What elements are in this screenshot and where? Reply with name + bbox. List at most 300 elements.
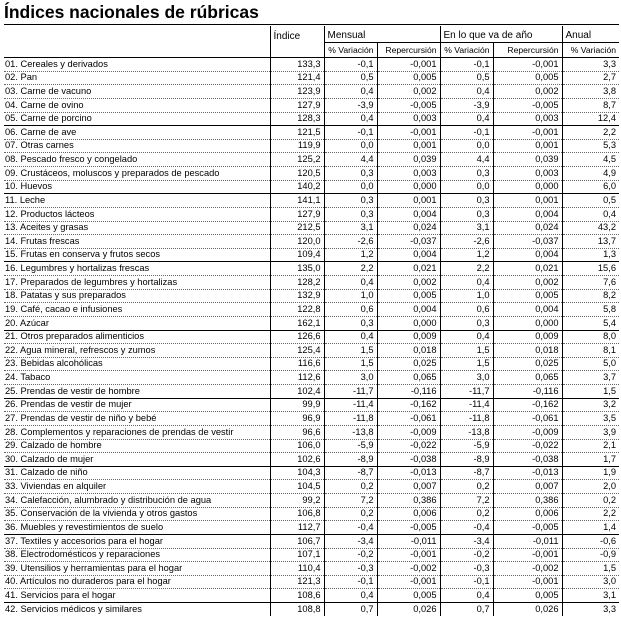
cell-mensual-repercusion: -0,001	[377, 58, 440, 72]
cell-ano-variacion: 0,4	[440, 112, 493, 126]
cell-mensual-repercusion: 0,002	[377, 85, 440, 99]
cell-ano-repercusion: 0,021	[493, 262, 562, 276]
header-anual-variacion: % Variación	[562, 43, 619, 58]
cell-anual-variacion: 1,4	[562, 521, 619, 535]
cell-rubrica: 16. Legumbres y hortalizas frescas	[4, 262, 270, 276]
cell-indice: 141,1	[270, 194, 324, 208]
header-mensual-variacion: % Variación	[324, 43, 377, 58]
cell-mensual-repercusion: 0,039	[377, 153, 440, 167]
cell-indice: 106,8	[270, 507, 324, 521]
cell-ano-variacion: -0,1	[440, 575, 493, 589]
cell-ano-variacion: 1,5	[440, 357, 493, 371]
cell-mensual-variacion: -3,4	[324, 534, 377, 548]
cell-rubrica: 35. Conservación de la vivienda y otros gastos	[4, 507, 270, 521]
cell-indice: 102,4	[270, 385, 324, 399]
table-row	[4, 562, 619, 576]
cell-mensual-repercusion: 0,001	[377, 194, 440, 208]
table-row	[4, 180, 619, 194]
cell-mensual-variacion: -0,2	[324, 548, 377, 562]
cell-anual-variacion: 1,5	[562, 562, 619, 576]
cell-mensual-repercusion: -0,001	[377, 548, 440, 562]
cell-indice: 122,8	[270, 303, 324, 317]
cell-rubrica: 26. Prendas de vestir de mujer	[4, 398, 270, 412]
indices-table	[4, 26, 619, 616]
cell-ano-repercusion: 0,000	[493, 180, 562, 194]
cell-anual-variacion: 1,3	[562, 248, 619, 262]
cell-mensual-variacion: 0,0	[324, 180, 377, 194]
table-row	[4, 548, 619, 562]
cell-anual-variacion: 5,0	[562, 357, 619, 371]
cell-indice: 128,2	[270, 276, 324, 290]
title-rule	[4, 24, 619, 25]
cell-ano-variacion: -3,4	[440, 534, 493, 548]
cell-mensual-variacion: 0,4	[324, 112, 377, 126]
table-row	[4, 466, 619, 480]
cell-mensual-variacion: 0,3	[324, 167, 377, 181]
cell-rubrica: 23. Bebidas alcohólicas	[4, 357, 270, 371]
cell-mensual-repercusion: 0,009	[377, 330, 440, 344]
cell-anual-variacion: 8,7	[562, 98, 619, 112]
cell-ano-repercusion: -0,116	[493, 385, 562, 399]
cell-mensual-repercusion: -0,022	[377, 439, 440, 453]
cell-indice: 120,0	[270, 235, 324, 249]
cell-anual-variacion: 0,2	[562, 494, 619, 508]
cell-indice: 121,5	[270, 126, 324, 140]
cell-indice: 128,3	[270, 112, 324, 126]
cell-anual-variacion: 0,5	[562, 194, 619, 208]
cell-anual-variacion: 2,0	[562, 480, 619, 494]
cell-ano-variacion: -11,4	[440, 398, 493, 412]
cell-ano-variacion: 0,3	[440, 316, 493, 330]
cell-ano-variacion: 0,2	[440, 507, 493, 521]
cell-anual-variacion: 5,8	[562, 303, 619, 317]
cell-rubrica: 33. Viviendas en alquiler	[4, 480, 270, 494]
cell-mensual-variacion: 0,4	[324, 330, 377, 344]
table-row	[4, 589, 619, 603]
cell-indice: 108,8	[270, 603, 324, 616]
cell-rubrica: 19. Café, cacao e infusiones	[4, 303, 270, 317]
header-indice-sub	[270, 43, 324, 58]
cell-anual-variacion: -0,9	[562, 548, 619, 562]
cell-rubrica: 03. Carne de vacuno	[4, 85, 270, 99]
cell-ano-variacion: -11,8	[440, 412, 493, 426]
cell-anual-variacion: 8,0	[562, 330, 619, 344]
cell-mensual-repercusion: -0,005	[377, 98, 440, 112]
cell-ano-repercusion: 0,004	[493, 303, 562, 317]
cell-ano-variacion: 0,0	[440, 180, 493, 194]
cell-ano-repercusion: -0,009	[493, 425, 562, 439]
table-row	[4, 221, 619, 235]
cell-ano-variacion: 0,4	[440, 276, 493, 290]
cell-mensual-variacion: 4,4	[324, 153, 377, 167]
cell-ano-variacion: -0,1	[440, 58, 493, 72]
cell-rubrica: 29. Calzado de hombre	[4, 439, 270, 453]
table-row	[4, 85, 619, 99]
cell-rubrica: 39. Utensilios y herramientas para el hogar	[4, 562, 270, 576]
cell-rubrica: 14. Frutas frescas	[4, 235, 270, 249]
cell-mensual-variacion: -5,9	[324, 439, 377, 453]
cell-ano-variacion: -3,9	[440, 98, 493, 112]
cell-indice: 135,0	[270, 262, 324, 276]
cell-ano-variacion: -0,4	[440, 521, 493, 535]
cell-indice: 120,5	[270, 167, 324, 181]
cell-mensual-variacion: -2,6	[324, 235, 377, 249]
table-row	[4, 453, 619, 467]
table-row	[4, 316, 619, 330]
header-ano-repercusion: Repercursión	[493, 43, 562, 58]
cell-indice: 125,2	[270, 153, 324, 167]
cell-indice: 121,4	[270, 71, 324, 85]
cell-mensual-repercusion: 0,000	[377, 180, 440, 194]
cell-ano-repercusion: 0,001	[493, 139, 562, 153]
cell-indice: 126,6	[270, 330, 324, 344]
cell-mensual-variacion: 0,7	[324, 603, 377, 616]
cell-indice: 123,9	[270, 85, 324, 99]
cell-ano-repercusion: 0,025	[493, 357, 562, 371]
cell-mensual-repercusion: 0,005	[377, 289, 440, 303]
table-row	[4, 425, 619, 439]
cell-mensual-variacion: 2,2	[324, 262, 377, 276]
table-row	[4, 398, 619, 412]
table-row	[4, 167, 619, 181]
cell-ano-variacion: -0,1	[440, 126, 493, 140]
cell-indice: 162,1	[270, 316, 324, 330]
cell-anual-variacion: 3,5	[562, 412, 619, 426]
table-row	[4, 262, 619, 276]
cell-rubrica: 40. Artículos no duraderos para el hogar	[4, 575, 270, 589]
cell-indice: 104,3	[270, 466, 324, 480]
cell-mensual-variacion: 1,2	[324, 248, 377, 262]
cell-mensual-repercusion: 0,025	[377, 357, 440, 371]
cell-anual-variacion: 2,2	[562, 507, 619, 521]
cell-mensual-repercusion: -0,037	[377, 235, 440, 249]
cell-mensual-repercusion: 0,065	[377, 371, 440, 385]
table-row	[4, 248, 619, 262]
table-row	[4, 112, 619, 126]
cell-anual-variacion: 43,2	[562, 221, 619, 235]
cell-indice: 99,2	[270, 494, 324, 508]
cell-anual-variacion: 6,0	[562, 180, 619, 194]
cell-anual-variacion: 3,8	[562, 85, 619, 99]
cell-rubrica: 21. Otros preparados alimenticios	[4, 330, 270, 344]
table-row	[4, 194, 619, 208]
cell-ano-repercusion: 0,018	[493, 344, 562, 358]
cell-anual-variacion: 4,9	[562, 167, 619, 181]
cell-ano-repercusion: 0,024	[493, 221, 562, 235]
cell-mensual-repercusion: 0,021	[377, 262, 440, 276]
cell-ano-repercusion: -0,001	[493, 126, 562, 140]
cell-ano-variacion: -2,6	[440, 235, 493, 249]
cell-ano-variacion: 4,4	[440, 153, 493, 167]
cell-rubrica: 17. Preparados de legumbres y hortalizas	[4, 276, 270, 290]
table-row	[4, 71, 619, 85]
table-row	[4, 357, 619, 371]
cell-anual-variacion: 3,7	[562, 371, 619, 385]
cell-rubrica: 31. Calzado de niño	[4, 466, 270, 480]
cell-anual-variacion: 3,1	[562, 589, 619, 603]
cell-ano-repercusion: 0,026	[493, 603, 562, 616]
cell-mensual-repercusion: 0,007	[377, 480, 440, 494]
cell-anual-variacion: 15,6	[562, 262, 619, 276]
cell-mensual-variacion: -3,9	[324, 98, 377, 112]
table-row	[4, 289, 619, 303]
cell-anual-variacion: 12,4	[562, 112, 619, 126]
cell-mensual-variacion: 0,4	[324, 589, 377, 603]
cell-ano-repercusion: -0,005	[493, 521, 562, 535]
cell-mensual-variacion: 0,0	[324, 139, 377, 153]
cell-indice: 116,6	[270, 357, 324, 371]
cell-indice: 106,0	[270, 439, 324, 453]
table-row	[4, 534, 619, 548]
cell-ano-variacion: 0,2	[440, 480, 493, 494]
cell-mensual-repercusion: 0,003	[377, 167, 440, 181]
cell-anual-variacion: 8,1	[562, 344, 619, 358]
cell-rubrica: 05. Carne de porcino	[4, 112, 270, 126]
cell-ano-variacion: 3,1	[440, 221, 493, 235]
cell-ano-repercusion: 0,005	[493, 71, 562, 85]
cell-ano-variacion: 2,2	[440, 262, 493, 276]
cell-ano-repercusion: -0,061	[493, 412, 562, 426]
cell-anual-variacion: 1,9	[562, 466, 619, 480]
header-mensual: Mensual	[324, 26, 440, 43]
cell-rubrica: 15. Frutas en conserva y frutos secos	[4, 248, 270, 262]
table-row	[4, 139, 619, 153]
table-row	[4, 521, 619, 535]
cell-mensual-repercusion: -0,001	[377, 575, 440, 589]
cell-ano-repercusion: 0,065	[493, 371, 562, 385]
table-row	[4, 371, 619, 385]
cell-indice: 99,9	[270, 398, 324, 412]
cell-indice: 132,9	[270, 289, 324, 303]
cell-rubrica: 12. Productos lácteos	[4, 207, 270, 221]
cell-ano-repercusion: 0,006	[493, 507, 562, 521]
cell-rubrica: 13. Aceites y grasas	[4, 221, 270, 235]
cell-mensual-repercusion: -0,011	[377, 534, 440, 548]
cell-anual-variacion: 3,0	[562, 575, 619, 589]
cell-rubrica: 07. Otras carnes	[4, 139, 270, 153]
cell-mensual-variacion: 0,4	[324, 85, 377, 99]
table-row	[4, 603, 619, 616]
cell-ano-repercusion: 0,007	[493, 480, 562, 494]
cell-ano-variacion: 0,7	[440, 603, 493, 616]
cell-ano-variacion: 0,5	[440, 71, 493, 85]
table-row	[4, 276, 619, 290]
table-row	[4, 153, 619, 167]
cell-anual-variacion: 1,7	[562, 453, 619, 467]
table-body	[4, 58, 619, 616]
cell-rubrica: 41. Servicios para el hogar	[4, 589, 270, 603]
table-row	[4, 235, 619, 249]
cell-ano-variacion: -5,9	[440, 439, 493, 453]
cell-mensual-variacion: 0,4	[324, 276, 377, 290]
cell-ano-repercusion: -0,011	[493, 534, 562, 548]
cell-mensual-variacion: -0,3	[324, 562, 377, 576]
cell-ano-repercusion: 0,039	[493, 153, 562, 167]
cell-indice: 212,5	[270, 221, 324, 235]
cell-ano-repercusion: 0,005	[493, 289, 562, 303]
cell-indice: 127,9	[270, 98, 324, 112]
cell-anual-variacion: 8,2	[562, 289, 619, 303]
cell-mensual-repercusion: 0,006	[377, 507, 440, 521]
cell-mensual-variacion: 0,2	[324, 480, 377, 494]
cell-ano-repercusion: -0,001	[493, 575, 562, 589]
cell-rubrica: 08. Pescado fresco y congelado	[4, 153, 270, 167]
cell-ano-repercusion: -0,013	[493, 466, 562, 480]
cell-ano-repercusion: -0,162	[493, 398, 562, 412]
cell-ano-repercusion: 0,004	[493, 248, 562, 262]
cell-rubrica: 01. Cereales y derivados	[4, 58, 270, 72]
header-anual: Anual	[562, 26, 619, 43]
cell-ano-variacion: -13,8	[440, 425, 493, 439]
cell-ano-variacion: 0,6	[440, 303, 493, 317]
table-row	[4, 98, 619, 112]
cell-ano-variacion: 7,2	[440, 494, 493, 508]
cell-ano-repercusion: 0,003	[493, 112, 562, 126]
cell-mensual-repercusion: -0,162	[377, 398, 440, 412]
cell-mensual-variacion: -11,8	[324, 412, 377, 426]
cell-anual-variacion: 3,9	[562, 425, 619, 439]
cell-rubrica: 20. Azúcar	[4, 316, 270, 330]
cell-rubrica: 10. Huevos	[4, 180, 270, 194]
cell-anual-variacion: 1,5	[562, 385, 619, 399]
cell-anual-variacion: 3,3	[562, 58, 619, 72]
cell-ano-repercusion: 0,009	[493, 330, 562, 344]
cell-mensual-variacion: 0,5	[324, 71, 377, 85]
cell-rubrica: 02. Pan	[4, 71, 270, 85]
cell-mensual-repercusion: 0,004	[377, 248, 440, 262]
cell-mensual-variacion: 0,6	[324, 303, 377, 317]
cell-anual-variacion: 0,4	[562, 207, 619, 221]
cell-mensual-repercusion: 0,026	[377, 603, 440, 616]
cell-anual-variacion: -0,6	[562, 534, 619, 548]
cell-mensual-variacion: -0,1	[324, 58, 377, 72]
cell-mensual-repercusion: 0,001	[377, 139, 440, 153]
table-row	[4, 330, 619, 344]
header-blank-sub	[4, 43, 270, 58]
cell-mensual-variacion: -0,1	[324, 575, 377, 589]
cell-mensual-variacion: -0,4	[324, 521, 377, 535]
header-row-sub	[4, 43, 619, 58]
cell-mensual-repercusion: 0,002	[377, 276, 440, 290]
cell-rubrica: 30. Calzado de mujer	[4, 453, 270, 467]
cell-anual-variacion: 2,1	[562, 439, 619, 453]
cell-ano-repercusion: -0,022	[493, 439, 562, 453]
cell-ano-variacion: 0,0	[440, 139, 493, 153]
cell-ano-variacion: -11,7	[440, 385, 493, 399]
table-row	[4, 126, 619, 140]
cell-indice: 104,5	[270, 480, 324, 494]
cell-rubrica: 09. Crustáceos, moluscos y preparados de pescado	[4, 167, 270, 181]
cell-mensual-variacion: 3,1	[324, 221, 377, 235]
cell-anual-variacion: 2,7	[562, 71, 619, 85]
cell-mensual-repercusion: -0,116	[377, 385, 440, 399]
cell-indice: 127,9	[270, 207, 324, 221]
cell-indice: 112,7	[270, 521, 324, 535]
cell-rubrica: 18. Patatas y sus preparados	[4, 289, 270, 303]
cell-indice: 96,6	[270, 425, 324, 439]
cell-mensual-variacion: 0,3	[324, 207, 377, 221]
cell-indice: 110,4	[270, 562, 324, 576]
cell-mensual-repercusion: -0,005	[377, 521, 440, 535]
cell-mensual-variacion: -0,1	[324, 126, 377, 140]
cell-anual-variacion: 4,5	[562, 153, 619, 167]
header-blank	[4, 26, 270, 43]
cell-rubrica: 34. Calefacción, alumbrado y distribución de agua	[4, 494, 270, 508]
cell-mensual-variacion: -8,9	[324, 453, 377, 467]
cell-ano-repercusion: -0,038	[493, 453, 562, 467]
cell-mensual-variacion: 7,2	[324, 494, 377, 508]
cell-mensual-repercusion: 0,000	[377, 316, 440, 330]
cell-mensual-repercusion: 0,004	[377, 207, 440, 221]
cell-mensual-variacion: -8,7	[324, 466, 377, 480]
table-row	[4, 385, 619, 399]
table-row	[4, 480, 619, 494]
cell-ano-variacion: -8,9	[440, 453, 493, 467]
cell-mensual-repercusion: 0,003	[377, 112, 440, 126]
cell-ano-repercusion: -0,002	[493, 562, 562, 576]
cell-ano-repercusion: -0,005	[493, 98, 562, 112]
table-row	[4, 507, 619, 521]
cell-mensual-variacion: 1,5	[324, 344, 377, 358]
cell-mensual-repercusion: -0,002	[377, 562, 440, 576]
cell-ano-variacion: 1,2	[440, 248, 493, 262]
table-row	[4, 575, 619, 589]
header-indice: Índice	[270, 26, 324, 43]
cell-indice: 125,4	[270, 344, 324, 358]
cell-indice: 140,2	[270, 180, 324, 194]
cell-mensual-variacion: 0,2	[324, 507, 377, 521]
cell-anual-variacion: 5,3	[562, 139, 619, 153]
cell-mensual-variacion: -11,4	[324, 398, 377, 412]
table-row	[4, 207, 619, 221]
cell-mensual-repercusion: 0,024	[377, 221, 440, 235]
cell-ano-variacion: 1,0	[440, 289, 493, 303]
header-en-lo-que-va-de-ano: En lo que va de año	[440, 26, 562, 43]
cell-ano-repercusion: 0,002	[493, 85, 562, 99]
cell-mensual-variacion: -13,8	[324, 425, 377, 439]
cell-mensual-variacion: 1,5	[324, 357, 377, 371]
cell-ano-repercusion: -0,037	[493, 235, 562, 249]
cell-rubrica: 04. Carne de ovino	[4, 98, 270, 112]
cell-mensual-repercusion: -0,038	[377, 453, 440, 467]
cell-ano-repercusion: 0,386	[493, 494, 562, 508]
header-ano-variacion: % Variación	[440, 43, 493, 58]
cell-ano-repercusion: -0,001	[493, 58, 562, 72]
cell-ano-repercusion: -0,001	[493, 548, 562, 562]
cell-indice: 102,6	[270, 453, 324, 467]
cell-ano-variacion: -8,7	[440, 466, 493, 480]
cell-mensual-repercusion: -0,001	[377, 126, 440, 140]
cell-ano-variacion: 0,3	[440, 167, 493, 181]
cell-anual-variacion: 3,3	[562, 603, 619, 616]
page-title: Índices nacionales de rúbricas	[4, 2, 259, 22]
cell-mensual-repercusion: 0,005	[377, 589, 440, 603]
cell-rubrica: 27. Prendas de vestir de niño y bebé	[4, 412, 270, 426]
cell-anual-variacion: 5,4	[562, 316, 619, 330]
cell-rubrica: 06. Carne de ave	[4, 126, 270, 140]
cell-indice: 119,9	[270, 139, 324, 153]
cell-mensual-repercusion: -0,061	[377, 412, 440, 426]
header-row-groups	[4, 26, 619, 43]
cell-mensual-repercusion: 0,004	[377, 303, 440, 317]
cell-ano-repercusion: 0,005	[493, 589, 562, 603]
cell-ano-repercusion: 0,002	[493, 276, 562, 290]
cell-indice: 108,6	[270, 589, 324, 603]
cell-ano-variacion: 1,5	[440, 344, 493, 358]
cell-anual-variacion: 3,2	[562, 398, 619, 412]
cell-ano-variacion: 0,4	[440, 85, 493, 99]
cell-ano-variacion: 3,0	[440, 371, 493, 385]
